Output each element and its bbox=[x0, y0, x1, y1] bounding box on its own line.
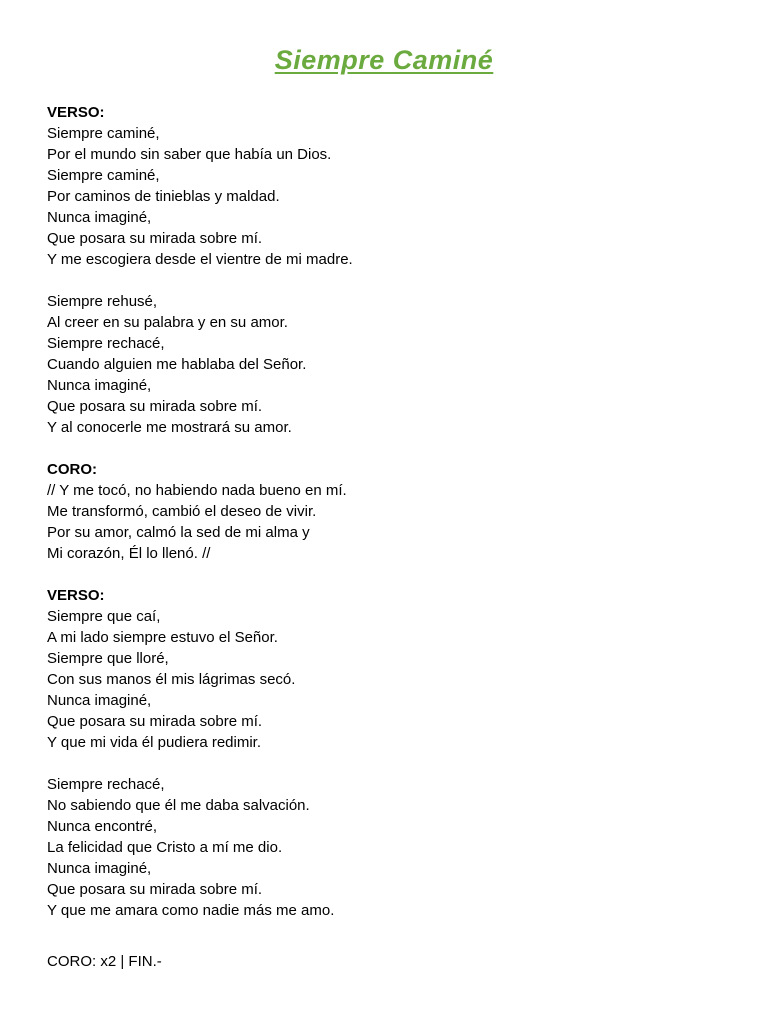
lyric-line: Cuando alguien me hablaba del Señor. bbox=[47, 356, 307, 373]
lyric-line: Por el mundo sin saber que había un Dios. bbox=[47, 146, 332, 163]
lyric-line: Siempre rehusé, bbox=[47, 293, 158, 310]
lyric-line: Al creer en su palabra y en su amor. bbox=[47, 314, 288, 331]
lyric-line: Siempre caminé, bbox=[47, 167, 160, 184]
lyric-line: Que posara su mirada sobre mí. bbox=[47, 881, 263, 898]
lyric-line: Y que me amara como nadie más me amo. bbox=[47, 902, 335, 919]
lyric-line: Y al conocerle me mostrará su amor. bbox=[47, 419, 292, 436]
lyric-line: Con sus manos él mis lágrimas secó. bbox=[47, 671, 296, 688]
lyric-line: No sabiendo que él me daba salvación. bbox=[47, 797, 310, 814]
lyric-line: Mi corazón, Él lo llenó. // bbox=[47, 545, 211, 562]
lyric-line: A mi lado siempre estuvo el Señor. bbox=[47, 629, 278, 646]
stanza-verse-2 bbox=[47, 291, 727, 438]
lyrics-body bbox=[47, 102, 727, 972]
song-title: Siempre Caminé bbox=[274, 45, 494, 75]
lyric-line: La felicidad que Cristo a mí me dio. bbox=[47, 839, 283, 856]
lyric-line: Nunca imaginé, bbox=[47, 377, 152, 394]
lyric-line: Nunca imaginé, bbox=[47, 209, 152, 226]
song-footer: CORO: x2 | FIN.- bbox=[47, 953, 162, 970]
lyric-line: Y que mi vida él pudiera redimir. bbox=[47, 734, 261, 751]
stanza-chorus bbox=[47, 459, 727, 564]
lyric-line: Por su amor, calmó la sed de mi alma y bbox=[47, 524, 310, 541]
stanza-verse-4 bbox=[47, 774, 727, 921]
lyric-line: Que posara su mirada sobre mí. bbox=[47, 230, 263, 247]
lyric-line: Me transformó, cambió el deseo de vivir. bbox=[47, 503, 317, 520]
lyric-line: Nunca imaginé, bbox=[47, 692, 152, 709]
lyric-line: Nunca imaginé, bbox=[47, 860, 152, 877]
lyric-line: Siempre que caí, bbox=[47, 608, 161, 625]
lyric-line: Que posara su mirada sobre mí. bbox=[47, 398, 263, 415]
stanza-label: CORO: bbox=[47, 461, 97, 478]
lyric-line: Que posara su mirada sobre mí. bbox=[47, 713, 263, 730]
lyric-line: Siempre que lloré, bbox=[47, 650, 169, 667]
stanza-label: VERSO: bbox=[47, 104, 105, 121]
lyric-line: Y me escogiera desde el vientre de mi madre. bbox=[47, 251, 353, 268]
lyric-line: Nunca encontré, bbox=[47, 818, 158, 835]
lyric-line: // Y me tocó, no habiendo nada bueno en mí. bbox=[47, 482, 347, 499]
stanza-verse-1 bbox=[47, 102, 727, 270]
lyric-line: Por caminos de tinieblas y maldad. bbox=[47, 188, 280, 205]
stanza-label: VERSO: bbox=[47, 587, 105, 604]
lyric-line: Siempre rechacé, bbox=[47, 776, 165, 793]
lyric-line: Siempre caminé, bbox=[47, 125, 160, 142]
stanza-verse-3 bbox=[47, 585, 727, 753]
lyric-line: Siempre rechacé, bbox=[47, 335, 165, 352]
